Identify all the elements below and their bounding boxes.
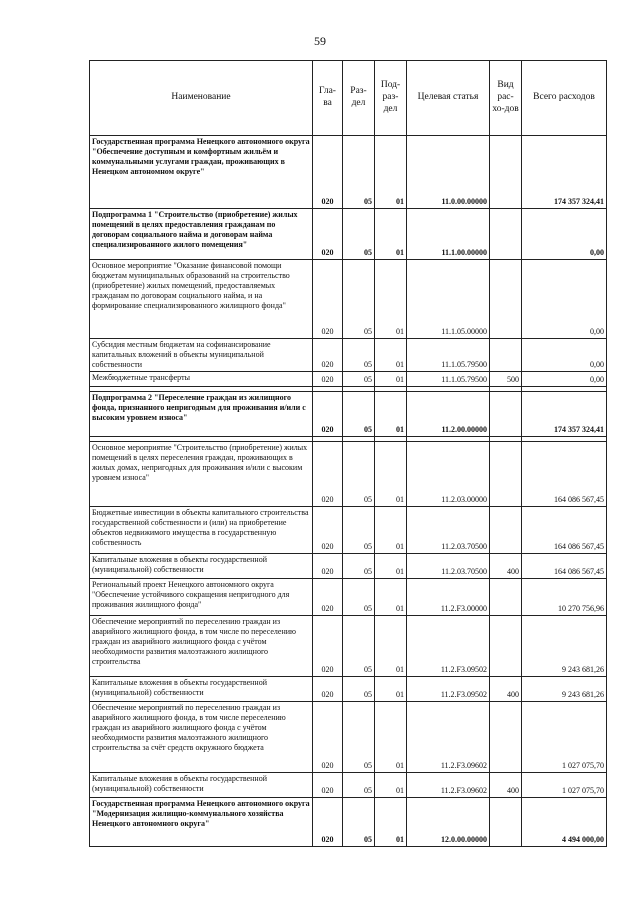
cell-glava: 020: [313, 677, 343, 702]
cell-podrazdel: 01: [375, 136, 407, 209]
table-row: [90, 339, 607, 372]
cell-vid: [490, 579, 522, 616]
cell-podrazdel: 01: [375, 677, 407, 702]
cell-total: 174 357 324,41: [522, 136, 607, 209]
cell-name: Субсидия местным бюджетам на софинансирование капитальных вложений в объекты муниципальной собственности: [90, 339, 313, 372]
cell-celevaya: 12.0.00.00000: [407, 798, 490, 847]
cell-glava: 020: [313, 392, 343, 437]
cell-total: 0,00: [522, 260, 607, 339]
cell-vid: [490, 702, 522, 773]
cell-name: Государственная программа Ненецкого автономного округа "Обеспечение доступным и комфортным жильём и коммунальными услугами граждан, проживающих в Ненецком автономном округе": [90, 136, 313, 209]
table-row: [90, 136, 607, 209]
cell-razdel: 05: [343, 392, 375, 437]
cell-total: 9 243 681,26: [522, 616, 607, 677]
cell-name: Региональный проект Ненецкого автономного округа "Обеспечение устойчивого сокращения непригодного для проживания жилищного фонда": [90, 579, 313, 616]
cell-name: Обеспечение мероприятий по переселению граждан из аварийного жилищного фонда, в том числе переселению граждан из аварийного жилищного фонда с учётом необходимости развития малоэтажного жилищного строительства за счёт средств окружного бюджета: [90, 702, 313, 773]
cell-celevaya: 11.2.03.70500: [407, 507, 490, 554]
cell-glava: 020: [313, 372, 343, 387]
cell-razdel: 05: [343, 798, 375, 847]
cell-celevaya: 11.2.F3.09502: [407, 616, 490, 677]
cell-razdel: 05: [343, 773, 375, 798]
cell-glava: 020: [313, 773, 343, 798]
cell-total: 9 243 681,26: [522, 677, 607, 702]
cell-total: 1 027 075,70: [522, 773, 607, 798]
cell-celevaya: 11.2.F3.09502: [407, 677, 490, 702]
cell-podrazdel: 01: [375, 260, 407, 339]
cell-name: Капитальные вложения в объекты государственной (муниципальной) собственности: [90, 773, 313, 798]
cell-glava: 020: [313, 616, 343, 677]
cell-celevaya: 11.2.00.00000: [407, 392, 490, 437]
cell-podrazdel: 01: [375, 372, 407, 387]
cell-podrazdel: 01: [375, 554, 407, 579]
cell-razdel: 05: [343, 372, 375, 387]
cell-celevaya: 11.1.05.00000: [407, 260, 490, 339]
table-row: [90, 798, 607, 847]
cell-razdel: 05: [343, 260, 375, 339]
table-row: [90, 209, 607, 260]
cell-total: 0,00: [522, 209, 607, 260]
cell-celevaya: 11.0.00.00000: [407, 136, 490, 209]
header-total: Всего расходов: [522, 61, 607, 136]
table-row: [90, 372, 607, 387]
table-row: [90, 677, 607, 702]
cell-podrazdel: 01: [375, 798, 407, 847]
cell-celevaya: 11.2.03.00000: [407, 442, 490, 507]
cell-vid: 400: [490, 554, 522, 579]
cell-name: Подпрограмма 1 "Строительство (приобретение) жилых помещений в целях предоставления гражданам по договорам социального найма и договорам найма специализированного жилого помещения": [90, 209, 313, 260]
cell-razdel: 05: [343, 554, 375, 579]
header-podrazdel: Под-раз-дел: [375, 61, 407, 136]
header-razdel: Раз-дел: [343, 61, 375, 136]
cell-vid: 400: [490, 773, 522, 798]
cell-vid: [490, 260, 522, 339]
cell-podrazdel: 01: [375, 579, 407, 616]
cell-total: 1 027 075,70: [522, 702, 607, 773]
cell-razdel: 05: [343, 579, 375, 616]
table-body: [90, 136, 607, 847]
budget-table: [89, 60, 607, 847]
table-row: [90, 579, 607, 616]
cell-celevaya: 11.1.05.79500: [407, 372, 490, 387]
cell-glava: 020: [313, 579, 343, 616]
cell-glava: 020: [313, 507, 343, 554]
cell-name: Капитальные вложения в объекты государственной (муниципальной) собственности: [90, 554, 313, 579]
cell-vid: [490, 616, 522, 677]
cell-name: Обеспечение мероприятий по переселению граждан из аварийного жилищного фонда, в том числе по переселению граждан из аварийного жилищного фонда с учётом необходимости развития малоэтажного жилищного строительства: [90, 616, 313, 677]
cell-podrazdel: 01: [375, 616, 407, 677]
table-row: [90, 260, 607, 339]
cell-podrazdel: 01: [375, 702, 407, 773]
cell-razdel: 05: [343, 442, 375, 507]
cell-celevaya: 11.2.F3.00000: [407, 579, 490, 616]
cell-vid: [490, 209, 522, 260]
cell-vid: [490, 392, 522, 437]
cell-name: Межбюджетные трансферты: [90, 372, 313, 387]
table-row: [90, 773, 607, 798]
cell-podrazdel: 01: [375, 392, 407, 437]
cell-glava: 020: [313, 260, 343, 339]
table-row: [90, 507, 607, 554]
table-row: [90, 702, 607, 773]
cell-total: 0,00: [522, 372, 607, 387]
cell-glava: 020: [313, 209, 343, 260]
cell-name: Подпрограмма 2 "Переселение граждан из жилищного фонда, признанного непригодным для проживания и/или с высоким уровнем износа": [90, 392, 313, 437]
cell-vid: [490, 507, 522, 554]
cell-razdel: 05: [343, 616, 375, 677]
header-row: [90, 61, 607, 136]
cell-name: Основное мероприятие "Оказание финансовой помощи бюджетам муниципальных образований на строительство (приобретение) жилых помещений, предоставляемых гражданам по договорам социального найма, и на формирование специализированного жилищного фонда": [90, 260, 313, 339]
cell-name: Государственная программа Ненецкого автономного округа "Модернизация жилищно-коммунального хозяйства Ненецкого автономного округа": [90, 798, 313, 847]
cell-total: 164 086 567,45: [522, 442, 607, 507]
cell-glava: 020: [313, 136, 343, 209]
header-vid: Вид рас-хо-дов: [490, 61, 522, 136]
header-name: Наименование: [90, 61, 313, 136]
cell-vid: [490, 798, 522, 847]
cell-name: Бюджетные инвестиции в объекты капитального строительства государственной собственности и (или) на приобретение объектов недвижимого имущества в государственную собственность: [90, 507, 313, 554]
cell-vid: 400: [490, 677, 522, 702]
cell-podrazdel: 01: [375, 442, 407, 507]
cell-podrazdel: 01: [375, 507, 407, 554]
cell-razdel: 05: [343, 339, 375, 372]
cell-total: 10 270 756,96: [522, 579, 607, 616]
cell-glava: 020: [313, 554, 343, 579]
page-number: 59: [314, 34, 326, 48]
cell-vid: [490, 136, 522, 209]
cell-razdel: 05: [343, 136, 375, 209]
table-row: [90, 616, 607, 677]
cell-glava: 020: [313, 442, 343, 507]
cell-razdel: 05: [343, 702, 375, 773]
cell-vid: [490, 339, 522, 372]
cell-vid: 500: [490, 372, 522, 387]
cell-total: 164 086 567,45: [522, 507, 607, 554]
cell-razdel: 05: [343, 209, 375, 260]
cell-vid: [490, 442, 522, 507]
cell-podrazdel: 01: [375, 773, 407, 798]
cell-name: Капитальные вложения в объекты государственной (муниципальной) собственности: [90, 677, 313, 702]
cell-celevaya: 11.2.F3.09602: [407, 773, 490, 798]
table-row: [90, 392, 607, 437]
cell-total: 0,00: [522, 339, 607, 372]
cell-celevaya: 11.2.03.70500: [407, 554, 490, 579]
table-row: [90, 554, 607, 579]
cell-razdel: 05: [343, 507, 375, 554]
cell-glava: 020: [313, 702, 343, 773]
cell-celevaya: 11.2.F3.09602: [407, 702, 490, 773]
cell-total: 164 086 567,45: [522, 554, 607, 579]
cell-razdel: 05: [343, 677, 375, 702]
cell-name: Основное мероприятие "Строительство (приобретение) жилых помещений в целях переселения граждан, проживающих в жилых домах, непригодных для проживания и/или с высоким уровнем износа": [90, 442, 313, 507]
cell-podrazdel: 01: [375, 209, 407, 260]
table-row: [90, 442, 607, 507]
header-glava: Гла-ва: [313, 61, 343, 136]
cell-glava: 020: [313, 798, 343, 847]
header-celevaya: Целевая статья: [407, 61, 490, 136]
cell-celevaya: 11.1.05.79500: [407, 339, 490, 372]
cell-total: 4 494 000,00: [522, 798, 607, 847]
cell-glava: 020: [313, 339, 343, 372]
cell-celevaya: 11.1.00.00000: [407, 209, 490, 260]
cell-total: 174 357 324,41: [522, 392, 607, 437]
cell-podrazdel: 01: [375, 339, 407, 372]
